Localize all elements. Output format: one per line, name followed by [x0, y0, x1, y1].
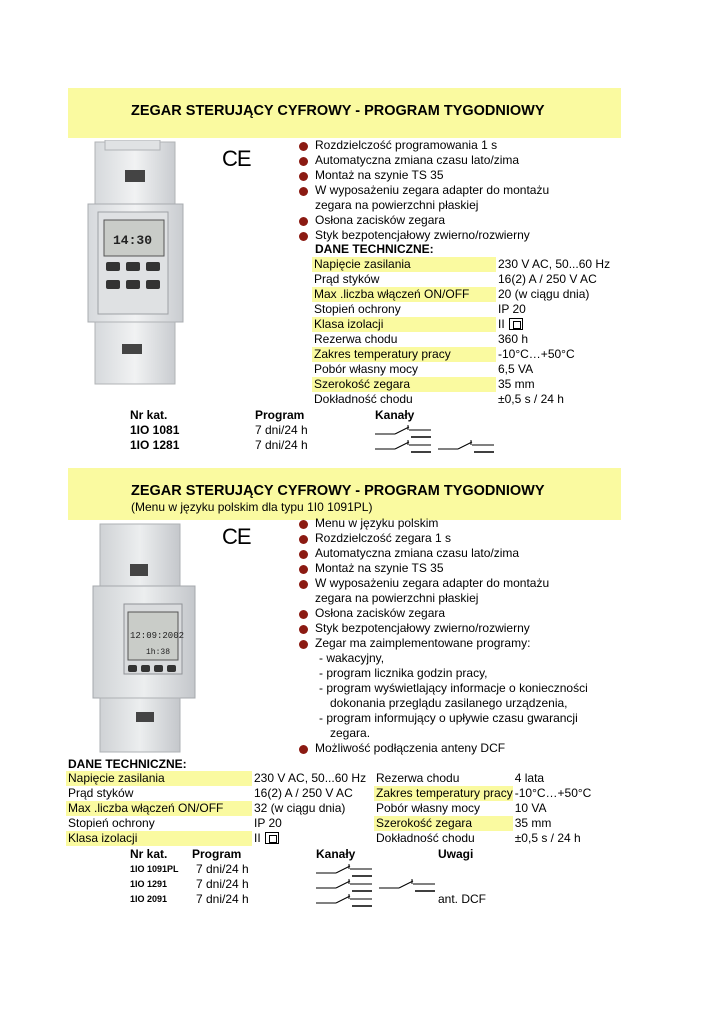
section2-tech-heading: DANE TECHNICZNE:: [68, 757, 187, 771]
list-item: Styk bezpotencjałowy zwierno/rozwierny: [296, 621, 588, 636]
switch-contact-icon: [375, 439, 431, 453]
spec-value-text: II: [254, 831, 261, 845]
section1-tech-heading: DANE TECHNICZNE:: [315, 242, 434, 256]
spec-label: Rezerwa chodu: [314, 332, 398, 346]
spec-row: [312, 272, 620, 287]
spec-label: Pobór własny mocy: [314, 362, 419, 376]
table-row: [128, 862, 496, 877]
spec-value-text: 10 VA: [514, 801, 547, 815]
spec-value-text: ±0,5 s / 24 h: [514, 831, 581, 845]
list-item: zegara na powierzchni płaskiej: [315, 591, 479, 605]
spec-value: [252, 816, 372, 831]
list-item: Montaż na szynie TS 35: [296, 561, 588, 576]
spec-value-text: 32 (w ciągu dnia): [254, 801, 346, 815]
cat-program: 7 dni/24 h: [196, 877, 249, 891]
spec-label: Zakres temperatury pracy: [376, 786, 513, 800]
list-item: zegara na powierzchni płaskiej: [315, 198, 479, 212]
spec-row: [66, 816, 372, 831]
spec-value-text: 4 lata: [514, 771, 545, 785]
col-channels: Kanały: [316, 847, 356, 861]
list-item: Montaż na szynie TS 35: [296, 168, 549, 183]
list-item: Rozdzielczość zegara 1 s: [296, 531, 588, 546]
cat-program: 7 dni/24 h: [196, 892, 249, 906]
col-program: Program: [255, 408, 305, 422]
spec-value: [513, 786, 629, 801]
spec-value: [496, 332, 620, 347]
ce-mark-icon: CE: [222, 524, 251, 549]
list-item: - program informujący o upływie czasu gwarancji: [319, 711, 578, 725]
table-row: [128, 423, 495, 438]
device-display-small: 1h:38: [146, 648, 171, 657]
list-item: - program wyświetlający informacje o konieczności: [319, 681, 588, 695]
spec-label: Prąd styków: [314, 272, 380, 286]
spec-label: Napięcie zasilania: [66, 771, 252, 786]
spec-row: [374, 801, 629, 816]
list-item: Osłona zacisków zegara: [296, 606, 588, 621]
spec-label: Stopień ochrony: [68, 816, 155, 830]
device-display-date: 12:09:2002: [130, 631, 185, 641]
spec-value-text: II: [498, 317, 505, 331]
spec-value-text: -10°C…+50°C: [498, 347, 575, 361]
list-item: - wakacyjny,: [319, 651, 385, 665]
spec-value: [252, 771, 372, 786]
spec-row: [374, 786, 629, 801]
spec-value-text: 35 mm: [514, 816, 552, 830]
section2-title: ZEGAR STERUJĄCY CYFROWY - PROGRAM TYGODNIOWY: [131, 483, 545, 499]
section2-spec-table-left: [66, 771, 372, 846]
list-item: Możliwość podłączenia anteny DCF: [296, 741, 588, 756]
section2-bullet-list: [296, 516, 588, 756]
spec-label: Pobór własny mocy: [376, 801, 481, 815]
insulation-class-ii-icon: [509, 318, 523, 330]
spec-label: Klasa izolacji: [66, 831, 252, 846]
section1-catalog-table: [128, 408, 495, 453]
list-item: Styk bezpotencjałowy zwierno/rozwierny: [296, 228, 549, 243]
switch-contact-icon: [316, 893, 372, 907]
spec-row: [312, 287, 620, 302]
section1-spec-table: [312, 257, 620, 407]
spec-value: [496, 302, 620, 317]
spec-row: [312, 362, 620, 377]
spec-row: [312, 392, 620, 407]
cat-program: 7 dni/24 h: [255, 423, 308, 437]
spec-label: Zakres temperatury pracy: [312, 347, 496, 362]
spec-row: [312, 302, 620, 317]
table-header-row: [128, 847, 496, 862]
spec-label: Napięcie zasilania: [312, 257, 496, 272]
switch-contact-icon: [375, 424, 431, 438]
spec-row: [312, 347, 620, 362]
table-row: [128, 877, 496, 892]
spec-row: [312, 332, 620, 347]
section2-spec-table-right: [374, 771, 629, 846]
device-display-text: 14:30: [113, 233, 153, 248]
col-channels: Kanały: [375, 408, 415, 422]
spec-label: Szerokość zegara: [312, 377, 496, 392]
spec-value-text: IP 20: [254, 816, 282, 830]
section2-catalog-table: [128, 847, 496, 907]
spec-value-text: 16(2) A / 250 V AC: [254, 786, 353, 800]
col-nr: Nr kat.: [130, 847, 168, 861]
table-row: [128, 892, 496, 907]
spec-label: Szerokość zegara: [374, 816, 513, 831]
spec-label: Max .liczba włączeń ON/OFF: [312, 287, 496, 302]
col-notes: Uwagi: [438, 847, 474, 861]
spec-row: [374, 816, 629, 831]
table-row: [128, 438, 495, 453]
list-item: Automatyczna zmiana czasu lato/zima: [296, 546, 588, 561]
spec-value: [252, 801, 372, 816]
col-program: Program: [192, 847, 242, 861]
cat-channels: [314, 877, 436, 892]
list-item: - program licznika godzin pracy,: [319, 666, 488, 680]
spec-row: [374, 771, 629, 786]
spec-value: [496, 257, 620, 272]
cat-channels: [373, 438, 495, 453]
spec-row: [66, 831, 372, 846]
cat-channels: [373, 423, 495, 438]
cat-channels: [314, 862, 436, 877]
spec-value: [496, 377, 620, 392]
spec-label: Stopień ochrony: [314, 302, 401, 316]
cat-nr: 1IO 1091PL: [130, 864, 179, 874]
list-item: zegara.: [330, 726, 371, 740]
insulation-class-ii-icon: [265, 832, 279, 844]
spec-value-text: 20 (w ciągu dnia): [498, 287, 590, 301]
list-item: Rozdzielczość programowania 1 s: [296, 138, 549, 153]
spec-value: [513, 801, 629, 816]
spec-label: Dokładność chodu: [314, 392, 413, 406]
spec-value-text: -10°C…+50°C: [514, 786, 592, 800]
spec-value-text: 16(2) A / 250 V AC: [498, 272, 597, 286]
spec-value: [513, 816, 629, 831]
cat-notes: [436, 862, 496, 877]
spec-value: [496, 347, 620, 362]
switch-contact-icon: [379, 878, 435, 892]
section2-subtitle: (Menu w języku polskim dla typu 1I0 1091PL): [131, 500, 373, 514]
cat-program: 7 dni/24 h: [255, 438, 308, 452]
cat-nr: 1IO 1081: [130, 423, 180, 437]
cat-program: 7 dni/24 h: [196, 862, 249, 876]
spec-value: [496, 272, 620, 287]
list-item: Osłona zacisków zegara: [296, 213, 549, 228]
cat-nr: 1IO 1281: [130, 438, 180, 452]
section1-title: ZEGAR STERUJĄCY CYFROWY - PROGRAM TYGODNIOWY: [131, 103, 545, 119]
section2-device-photo: [88, 520, 206, 756]
spec-value-text: 360 h: [498, 332, 529, 346]
spec-row: [66, 786, 372, 801]
cat-notes: ant. DCF: [438, 892, 487, 906]
spec-value-text: 230 V AC, 50...60 Hz: [254, 771, 367, 785]
cat-nr: 1IO 1291: [130, 879, 168, 889]
switch-contact-icon: [316, 863, 372, 877]
list-item: Automatyczna zmiana czasu lato/zima: [296, 153, 549, 168]
spec-label: Rezerwa chodu: [376, 771, 460, 785]
switch-contact-icon: [438, 439, 494, 453]
spec-value: [513, 831, 629, 846]
cat-channels: [314, 892, 436, 907]
spec-row: [312, 317, 620, 332]
spec-label: Dokładność chodu: [376, 831, 475, 845]
section1-bullet-list: [296, 138, 549, 243]
list-item: W wyposażeniu zegara adapter do montażu: [296, 576, 588, 591]
spec-value-text: 6,5 VA: [498, 362, 534, 376]
spec-row: [66, 801, 372, 816]
spec-value: [513, 771, 629, 786]
spec-row: [66, 771, 372, 786]
spec-value: [496, 392, 620, 407]
list-item: Zegar ma zaimplementowane programy:: [296, 636, 588, 651]
spec-value: [252, 786, 372, 801]
col-nr: Nr kat.: [130, 408, 168, 422]
section1-device-photo: [80, 140, 205, 390]
spec-label: Klasa izolacji: [312, 317, 496, 332]
spec-value: [252, 831, 372, 846]
spec-row: [312, 257, 620, 272]
switch-contact-icon: [316, 878, 372, 892]
spec-value-text: IP 20: [498, 302, 526, 316]
spec-label: Prąd styków: [68, 786, 134, 800]
list-item: W wyposażeniu zegara adapter do montażu: [296, 183, 549, 198]
list-item: dokonania przeglądu zasilanego urządzenia,: [330, 696, 568, 710]
table-header-row: [128, 408, 495, 423]
cat-notes: [436, 877, 496, 892]
cat-nr: 1IO 2091: [130, 894, 168, 904]
spec-value-text: 230 V AC, 50...60 Hz: [498, 257, 611, 271]
ce-mark-icon: CE: [222, 146, 251, 171]
spec-value: [496, 317, 620, 332]
spec-value: [496, 362, 620, 377]
spec-label: Max .liczba włączeń ON/OFF: [66, 801, 252, 816]
spec-row: [374, 831, 629, 846]
spec-value: [496, 287, 620, 302]
spec-row: [312, 377, 620, 392]
spec-value-text: ±0,5 s / 24 h: [498, 392, 564, 406]
spec-value-text: 35 mm: [498, 377, 535, 391]
list-item: Menu w języku polskim: [296, 516, 588, 531]
